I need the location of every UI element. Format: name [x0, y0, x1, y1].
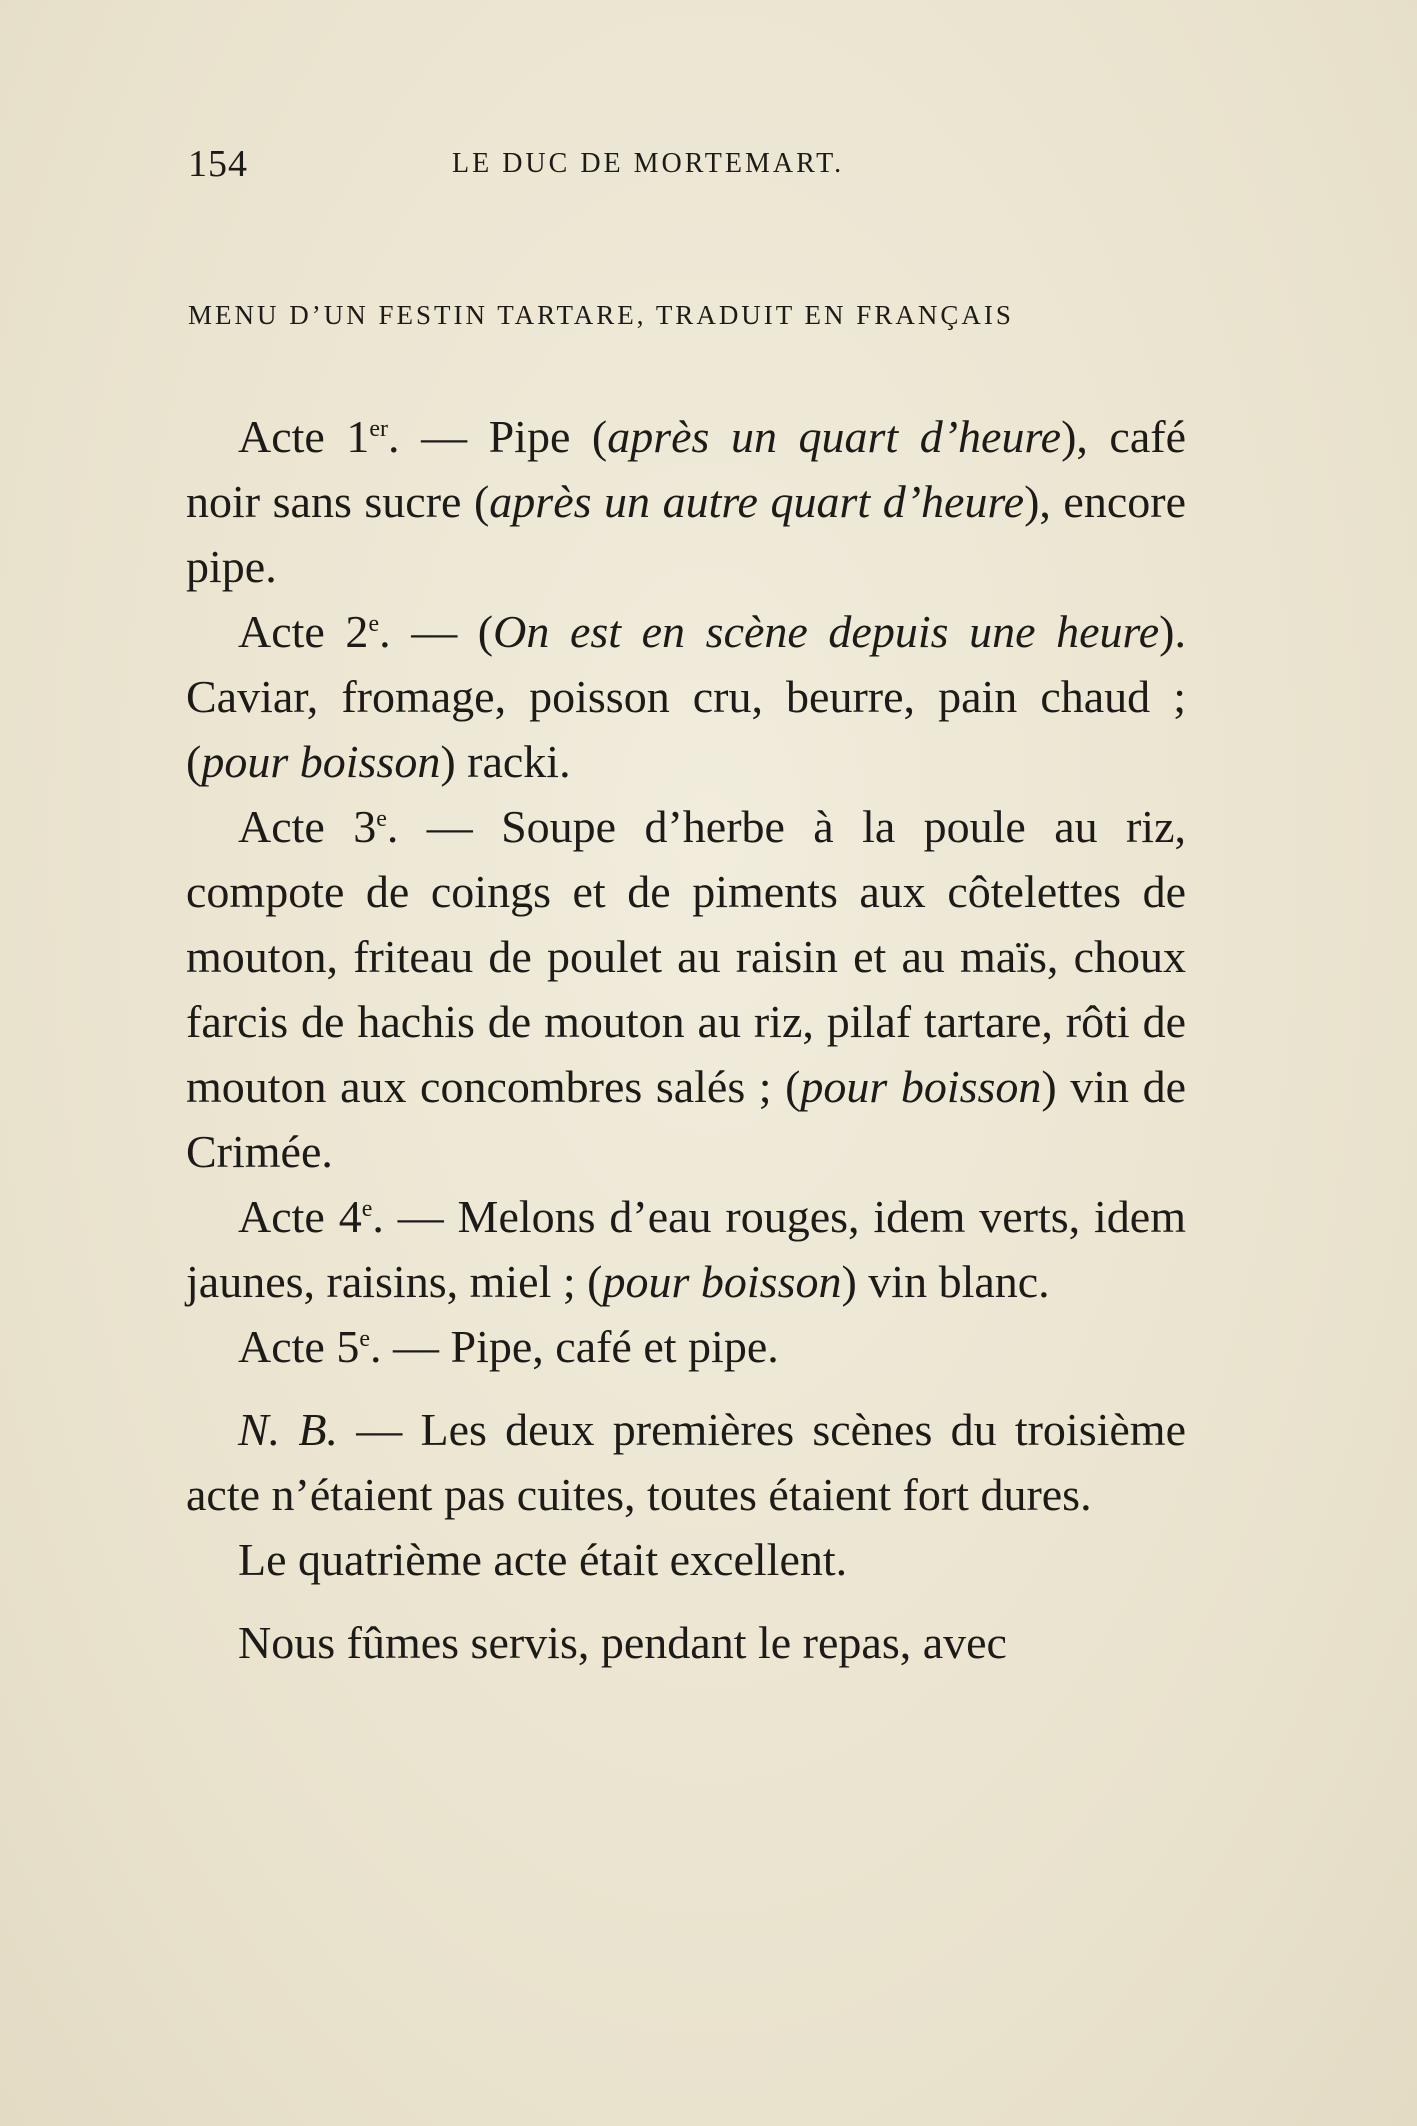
act-3-paragraph — [186, 794, 1186, 1184]
act-italic: pour boisson — [602, 1256, 842, 1307]
act-1-paragraph — [186, 404, 1186, 599]
act-5-paragraph — [186, 1314, 1186, 1379]
act-italic: après un quart d’heure — [607, 411, 1062, 462]
act-text: . — Soupe d’herbe à la poule au riz, compote de coings et de piments aux côtelettes de mouton, friteau de poulet au raisin et au maïs, choux farcis de hachis de mouton au riz, pilaf tartare, rôti de mouton aux concombres salés ; ( — [186, 801, 1186, 1112]
act-2-paragraph — [186, 599, 1186, 794]
act-text: ) racki. — [440, 736, 571, 787]
act-text: . — Melons d’eau rouges, idem verts, idem jaunes, raisins, miel ; ( — [186, 1191, 1186, 1307]
act-text: . — Pipe ( — [388, 411, 608, 462]
act-ordinal: e — [361, 1196, 373, 1222]
act-label: Acte 4 — [238, 1191, 362, 1242]
act-text: ), encore pipe. — [186, 476, 1186, 592]
act-italic: On est en scène depuis une heure — [493, 606, 1160, 657]
quatrieme-paragraph: Le quatrième acte était excellent. — [238, 1534, 848, 1585]
act-italic: après un autre quart d’heure — [489, 476, 1025, 527]
act-text: . — ( — [379, 606, 494, 657]
act-label: Acte 1 — [238, 411, 370, 462]
act-4-paragraph — [186, 1184, 1186, 1314]
running-title: LE DUC DE MORTEMART. — [452, 148, 845, 179]
act-label: Acte 2 — [238, 606, 369, 657]
act-italic: pour boisson — [800, 1061, 1042, 1112]
act-text: ) vin de Crimée. — [186, 1061, 1186, 1177]
act-ordinal: er — [369, 416, 389, 442]
act-text: ), café noir sans sucre ( — [186, 411, 1186, 527]
nb-text: — Les deux premières scènes du troisième acte n’étaient pas cuites, toutes étaient fort dures. — [186, 1404, 1186, 1520]
act-ordinal: e — [368, 611, 380, 637]
page-number: 154 — [188, 143, 248, 185]
body-text — [186, 404, 1186, 1675]
act-italic: pour boisson — [201, 736, 441, 787]
nb-paragraph — [186, 1397, 1186, 1527]
section-heading: MENU D’UN FESTIN TARTARE, TRADUIT EN FRANÇAIS — [188, 300, 1014, 330]
act-label: Acte 3 — [238, 801, 377, 852]
act-ordinal: e — [359, 1326, 370, 1352]
page-header — [188, 142, 1188, 194]
act-text: ) vin blanc. — [841, 1256, 1050, 1307]
nb-label: N. B. — [238, 1404, 339, 1455]
act-ordinal: e — [376, 806, 387, 832]
act-text: ). Caviar, fromage, poisson cru, beurre, pain chaud ; ( — [186, 606, 1186, 787]
final-paragraph: Nous fûmes servis, pendant le repas, avec — [238, 1617, 1007, 1668]
act-text: . — Pipe, café et pipe. — [370, 1321, 779, 1372]
act-label: Acte 5 — [238, 1321, 360, 1372]
